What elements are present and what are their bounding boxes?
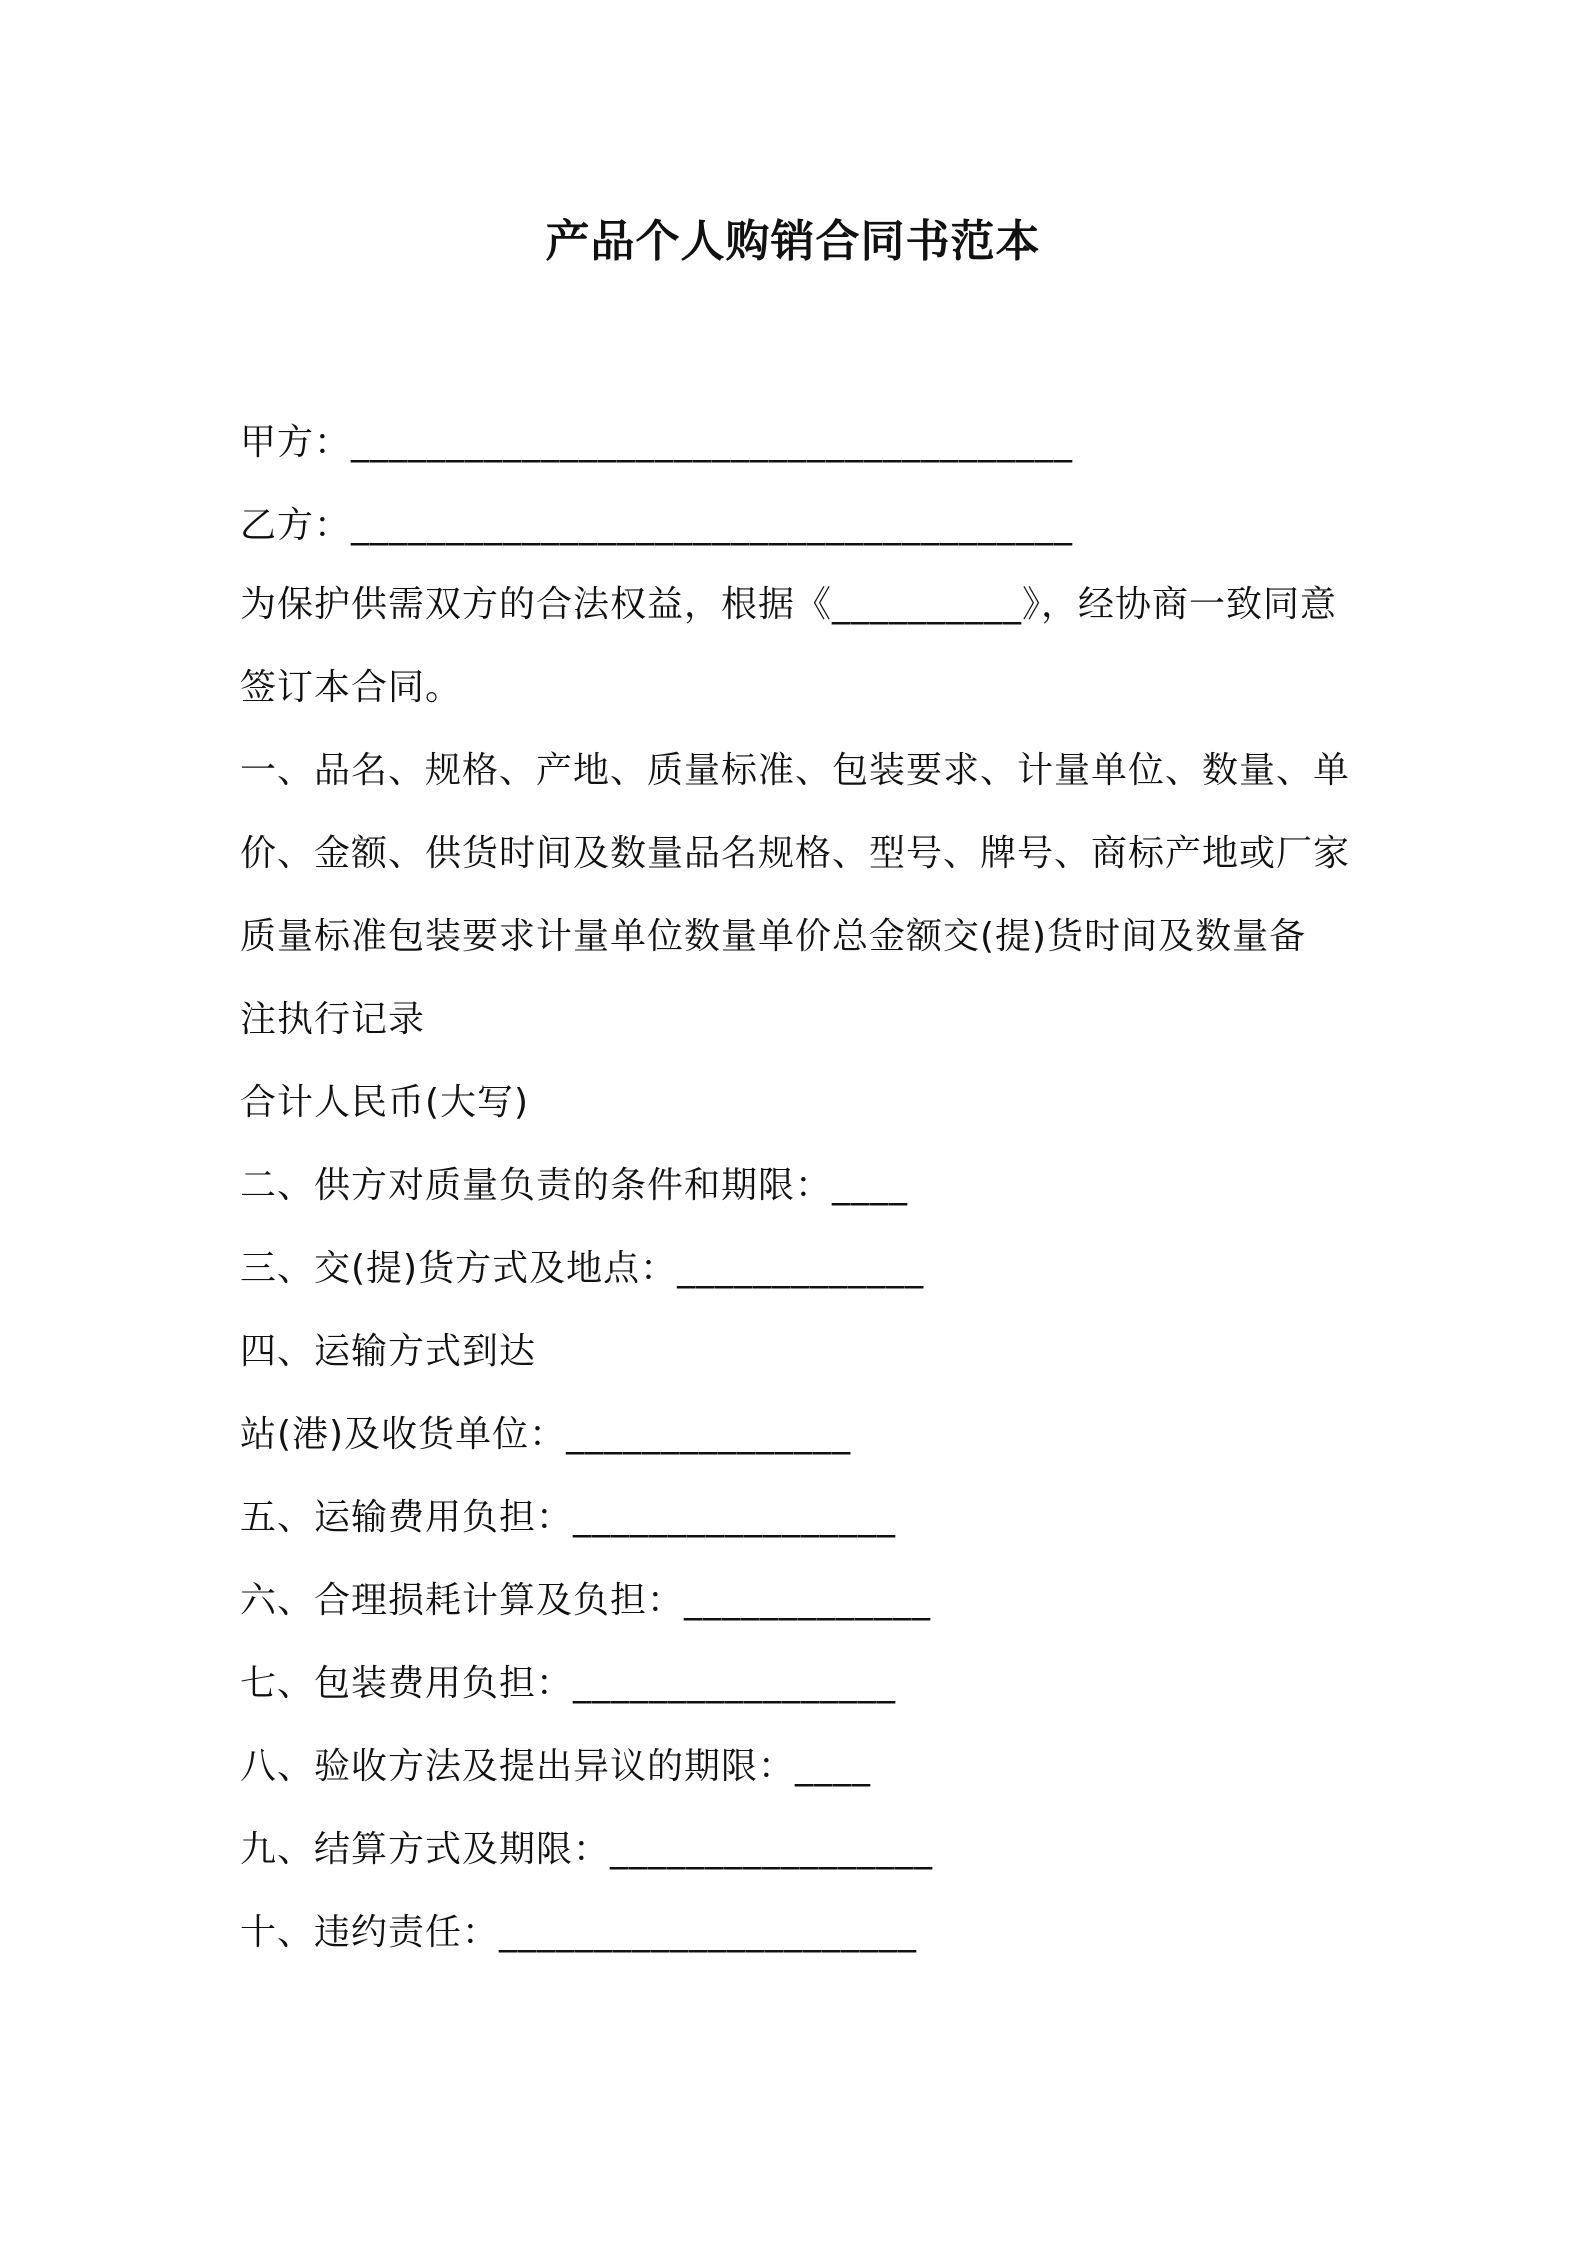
clause-8: 八、验收方法及提出异议的期限：____ bbox=[240, 1746, 872, 1787]
party-b-line: 乙方：______________________________________ bbox=[240, 505, 1074, 546]
clause-3: 三、交(提)货方式及地点：_____________ bbox=[240, 1248, 925, 1289]
clause-1-line-2: 价、金额、供货时间及数量品名规格、型号、牌号、商标产地或厂家 bbox=[240, 833, 1351, 874]
clause-7: 七、包装费用负担：_________________ bbox=[240, 1663, 897, 1704]
party-a-line: 甲方：______________________________________ bbox=[240, 422, 1074, 463]
clause-5: 五、运输费用负担：_________________ bbox=[240, 1497, 897, 1538]
clause-1-line-3: 质量标准包装要求计量单位数量单价总金额交(提)货时间及数量备 bbox=[240, 916, 1307, 957]
clause-4-line-1: 四、运输方式到达 bbox=[240, 1331, 537, 1372]
clause-10: 十、违约责任：______________________ bbox=[240, 1912, 918, 1953]
intro-line-2: 签订本合同。 bbox=[240, 667, 463, 708]
clause-9: 九、结算方式及期限：_________________ bbox=[240, 1829, 934, 1870]
clause-6: 六、合理损耗计算及负担：_____________ bbox=[240, 1580, 932, 1621]
intro-line-1: 为保护供需双方的合法权益，根据《__________》，经协商一致同意 bbox=[240, 584, 1338, 625]
clause-1-line-4: 注执行记录 bbox=[240, 999, 426, 1040]
document-title: 产品个人购销合同书范本 bbox=[545, 216, 1041, 267]
clause-4-line-2: 站(港)及收货单位：_______________ bbox=[240, 1414, 852, 1455]
total-rmb-line: 合计人民币(大写) bbox=[240, 1082, 530, 1123]
clause-2: 二、供方对质量负责的条件和期限：____ bbox=[240, 1165, 909, 1206]
clause-1-line-1: 一、品名、规格、产地、质量标准、包装要求、计量单位、数量、单 bbox=[240, 750, 1351, 791]
